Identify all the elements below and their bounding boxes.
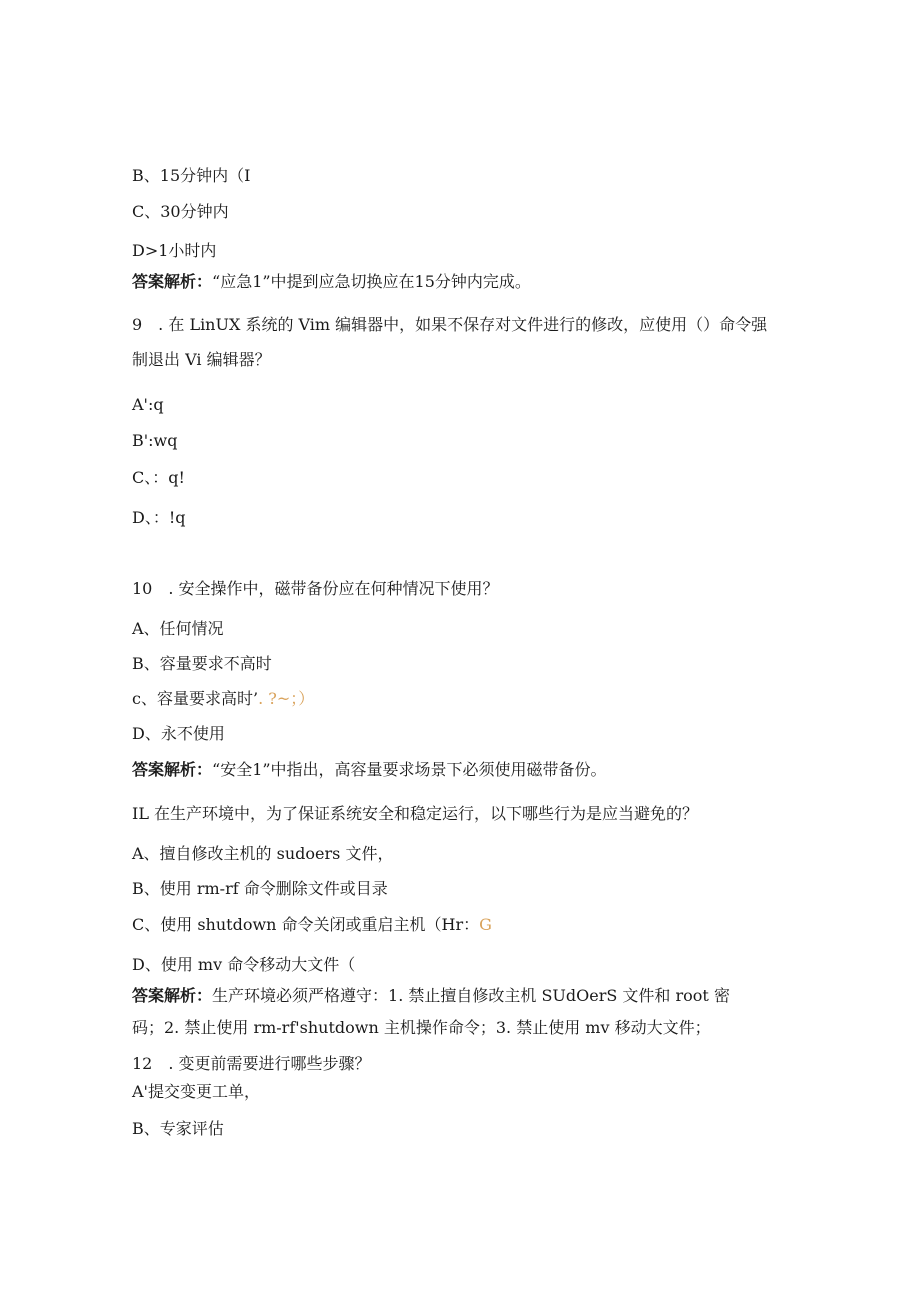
q11-option-d: D、使用 mv 命令移动大文件（ (132, 955, 356, 974)
q9-question-line2: 制退出 Vi 编辑器？ (132, 350, 271, 369)
q10-option-b: B、容量要求不高时 (132, 654, 272, 673)
q11-answer-line2: 码；2. 禁止使用 rm-rf'shutdown 主机操作命令；3. 禁止使用 mv 移动大文件； (132, 1018, 711, 1037)
q8-option-c: C、30分钟内 (132, 202, 229, 221)
answer-text: “应急1”中提到应急切换应在15分钟内完成。 (212, 272, 531, 291)
answer-label: 答案解析： (132, 760, 213, 779)
q11-question: IL 在生产环境中，为了保证系统安全和稳定运行，以下哪些行为是应当避免的？ (132, 804, 699, 823)
q10-answer (132, 760, 607, 780)
answer-text: 生产环境必须严格遵守：1. 禁止擅自修改主机 SUdOerS 文件和 root 密 (212, 986, 730, 1005)
q9-option-b: B':wq (132, 431, 178, 450)
q10-option-c (132, 689, 314, 709)
q10-question: 10 . 安全操作中，磁带备份应在何种情况下使用？ (132, 579, 499, 598)
option-text: c、容量要求高时’ (132, 689, 259, 708)
q8-answer (132, 272, 531, 292)
q12-question: 12 . 变更前需要进行哪些步骤？ (132, 1054, 371, 1073)
q11-option-c (132, 915, 492, 935)
q9-question-line1: 9 . 在 LinUX 系统的 Vim 编辑器中，如果不保存对文件进行的修改，应使用（）命令强 (132, 315, 768, 334)
q8-option-b: B、15分钟内（I (132, 166, 251, 185)
q12-option-a: A'提交变更工单， (132, 1082, 260, 1101)
answer-label: 答案解析： (132, 986, 213, 1005)
q12-option-b: B、专家评估 (132, 1119, 224, 1138)
q9-option-d: D、：!q (132, 508, 186, 527)
q11-option-a: A、擅自修改主机的 sudoers 文件， (132, 844, 394, 863)
stray-mark: G (479, 915, 492, 934)
q10-option-d: D、永不使用 (132, 724, 225, 743)
answer-label: 答案解析： (132, 272, 213, 291)
answer-text: “安全1”中指出，高容量要求场景下必须使用磁带备份。 (212, 760, 607, 779)
q9-option-a: A':q (132, 395, 164, 414)
q11-answer-line1 (132, 986, 730, 1006)
q10-option-a: A、任何情况 (132, 619, 224, 638)
option-text: C、使用 shutdown 命令关闭或重启主机（Hr： (132, 915, 480, 934)
q9-option-c: C、：q! (132, 468, 185, 487)
q11-option-b: B、使用 rm-rf 命令删除文件或目录 (132, 879, 388, 898)
q8-option-d: D>1小时内 (132, 241, 217, 260)
stray-mark: . ?~；） (258, 689, 315, 708)
